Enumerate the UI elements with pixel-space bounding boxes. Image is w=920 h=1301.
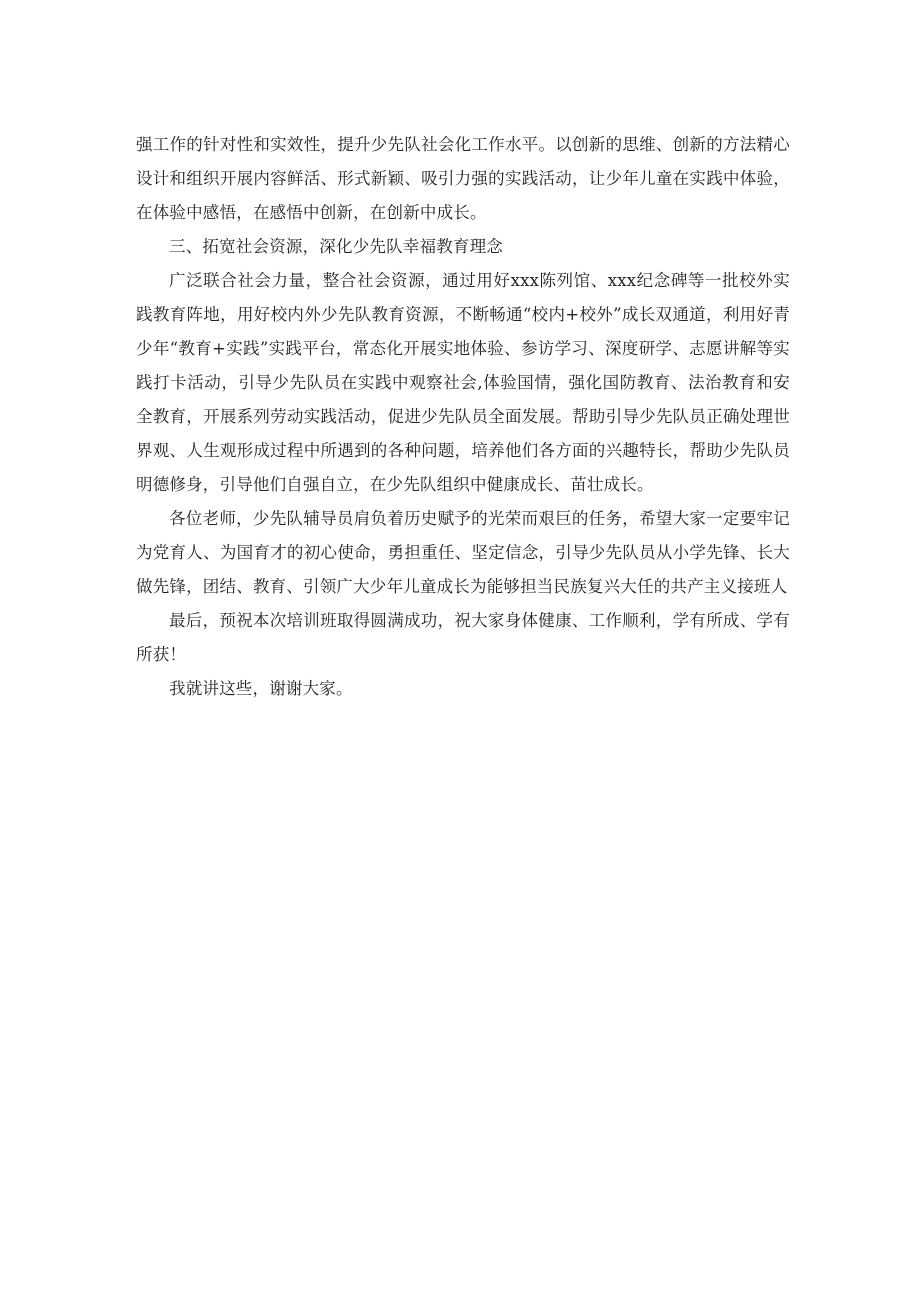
paragraph-thanks: 我就讲这些，谢谢大家。	[169, 679, 353, 698]
paragraph-continuation: 强工作的针对性和实效性，提升少先队社会化工作水平。以创新的思维、创新的方法精心设计和组织开展内容鲜活、形式新颖、吸引力强的实践活动，让少年儿童在实践中体验，在体验中感悟，在感悟中创新，在创新中成长。	[136, 135, 790, 222]
paragraph-social-resources: 广泛联合社会力量，整合社会资源，通过用好xxx陈列馆、xxx纪念碑等一批校外实践教育阵地，用好校内外少先队教育资源，不断畅通“校内+校外”成长双通道，利用好青少年“教育+实践”实践平台，常态化开展实地体验、参访学习、深度研学、志愿讲解等实践打卡活动，引导少先队员在实践中观察社会,体验国情，强化国防教育、法治教育和安全教育，开展系列劳动实践活动，促进少先队员全面发展。帮助引导少先队员正确处理世界观、人生观形成过程中所遇到的各种问题，培养他们各方面的兴趣特长，帮助少先队员明德修身，引导他们自强自立，在少先队组织中健康成长、苗壮成长。	[136, 271, 790, 494]
document-body	[136, 128, 790, 706]
paragraph-teachers: 各位老师，少先队辅导员肩负着历史赋予的光荣而艰巨的任务，希望大家一定要牢记为党育人、为国育才的初心使命，勇担重任、坚定信念，引导少先队员从小学先锋、长大做先锋，团结、教育、引领广大少年儿童成长为能够担当民族复兴大任的共产主义接班人	[136, 509, 790, 596]
section-heading-3: 三、拓宽社会资源，深化少先队幸福教育理念	[169, 237, 503, 256]
paragraph-closing-wishes: 最后，预祝本次培训班取得圆满成功，祝大家身体健康、工作顺利，学有所成、学有所获！	[136, 611, 790, 664]
